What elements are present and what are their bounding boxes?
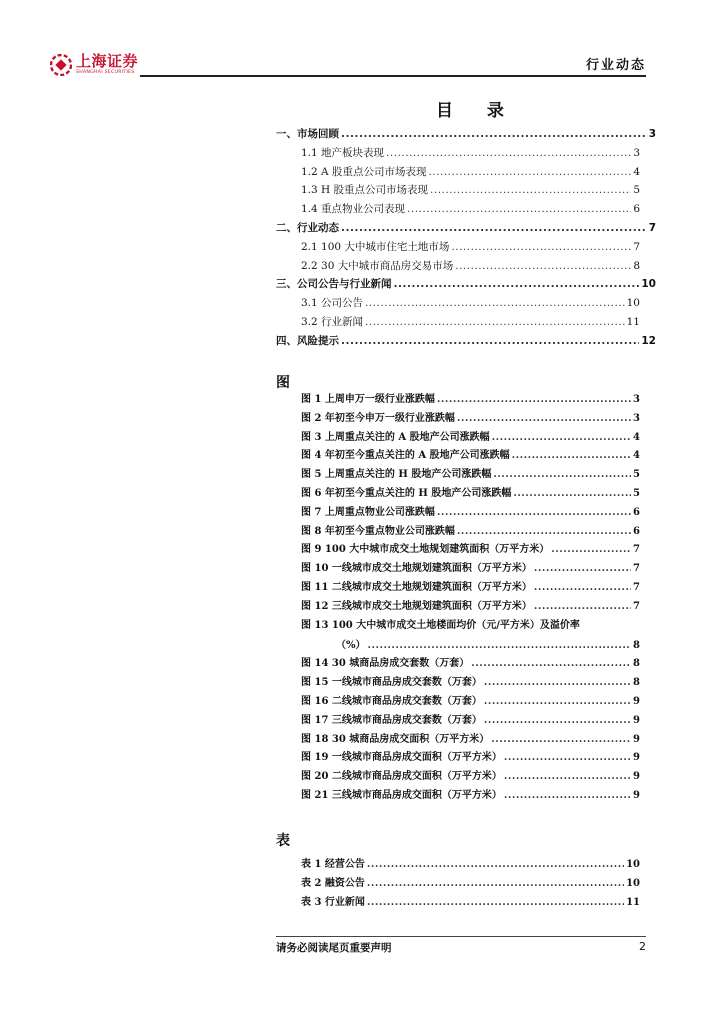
figure-entry[interactable]: 图 7 上周重点物业公司涨跌幅 ..... 6 bbox=[276, 503, 656, 522]
figure-entry[interactable]: 图 6 年初至今重点关注的 H 股地产公司涨跌幅 ..... 5 bbox=[276, 484, 656, 503]
figure-entry-continued[interactable]: （%） ..... 8 bbox=[276, 636, 656, 655]
figure-entry[interactable]: 图 2 年初至今申万一级行业涨跌幅 ..... 3 bbox=[276, 409, 656, 428]
toc-entry[interactable]: 三、公司公告与行业新闻 ..... 10 bbox=[276, 276, 656, 295]
figure-entry[interactable]: 图 14 30 城商品房成交套数（万套） ..... 8 bbox=[276, 654, 656, 673]
figure-entry[interactable]: 图 18 30 城商品房成交面积（万平方米） ..... 9 bbox=[276, 730, 656, 749]
figure-entry[interactable]: 图 4 年初至今重点关注的 A 股地产公司涨跌幅 ..... 4 bbox=[276, 446, 656, 465]
table-entry[interactable]: 表 3 行业新闻 ..... 11 bbox=[276, 893, 656, 912]
figures-heading: 图 bbox=[276, 375, 290, 391]
logo-chinese-name: 上海证券 bbox=[76, 52, 139, 71]
logo-mark-icon bbox=[50, 54, 72, 76]
figure-entry[interactable]: 图 19 一线城市商品房成交面积（万平方米） ..... 9 bbox=[276, 748, 656, 767]
figure-entry[interactable]: 图 9 100 大中城市成交土地规划建筑面积（万平方米） ..... 7 bbox=[276, 540, 656, 559]
figure-entry[interactable]: 图 13 100 大中城市成交土地楼面均价（元/平方米）及溢价率 bbox=[301, 619, 580, 631]
figure-entry[interactable]: 图 5 上周重点关注的 H 股地产公司涨跌幅 ..... 5 bbox=[276, 465, 656, 484]
tables-heading: 表 bbox=[276, 833, 290, 849]
figure-entry[interactable]: 图 1 上周申万一级行业涨跌幅 ..... 3 bbox=[276, 390, 656, 409]
table-entry[interactable]: 表 2 融资公告 ..... 10 bbox=[276, 874, 656, 893]
toc-entry[interactable]: 3.1 公司公告 ..... 10 bbox=[276, 295, 656, 314]
toc-entry[interactable]: 2.2 30 大中城市商品房交易市场 ..... 8 bbox=[276, 258, 656, 277]
figure-entry[interactable]: 图 10 一线城市成交土地规划建筑面积（万平方米） ..... 7 bbox=[276, 559, 656, 578]
header-divider bbox=[140, 75, 646, 77]
figure-entry[interactable]: 图 8 年初至今重点物业公司涨跌幅 ..... 6 bbox=[276, 522, 656, 541]
figure-entry[interactable]: 图 17 三线城市商品房成交套数（万套） ..... 9 bbox=[276, 711, 656, 730]
company-logo bbox=[50, 54, 138, 76]
figure-entry[interactable]: 图 15 一线城市商品房成交套数（万套） ..... 8 bbox=[276, 673, 656, 692]
toc-entry[interactable]: 二、行业动态 ..... 7 bbox=[276, 220, 656, 239]
footer-divider bbox=[276, 936, 646, 937]
figures-list bbox=[276, 390, 656, 805]
contents-list bbox=[276, 126, 656, 352]
toc-entry[interactable]: 3.2 行业新闻 ..... 11 bbox=[276, 314, 656, 333]
report-category: 行业动态 bbox=[585, 58, 646, 73]
footer-disclaimer: 请务必阅读尾页重要声明 bbox=[276, 942, 392, 954]
tables-list bbox=[276, 855, 656, 911]
toc-title: 目 录 bbox=[436, 101, 518, 121]
logo-english-name: SHANGHAI SECURITIES bbox=[76, 70, 135, 76]
figure-entry[interactable]: 图 11 二线城市成交土地规划建筑面积（万平方米） ..... 7 bbox=[276, 578, 656, 597]
figure-entry[interactable]: 图 16 二线城市商品房成交套数（万套） ..... 9 bbox=[276, 692, 656, 711]
toc-entry[interactable]: 1.4 重点物业公司表现 ..... 6 bbox=[276, 201, 656, 220]
page-number: 2 bbox=[639, 940, 646, 953]
table-entry[interactable]: 表 1 经营公告 ..... 10 bbox=[276, 855, 656, 874]
toc-entry[interactable]: 一、市场回顾 ..... 3 bbox=[276, 126, 656, 145]
figure-entry[interactable]: 图 12 三线城市成交土地规划建筑面积（万平方米） ..... 7 bbox=[276, 597, 656, 616]
figure-entry[interactable]: 图 21 三线城市商品房成交面积（万平方米） ..... 9 bbox=[276, 786, 656, 805]
page-header bbox=[0, 0, 724, 80]
toc-entry[interactable]: 1.3 H 股重点公司市场表现 ..... 5 bbox=[276, 182, 656, 201]
toc-entry[interactable]: 1.1 地产板块表现 ..... 3 bbox=[276, 145, 656, 164]
toc-entry[interactable]: 四、风险提示 ..... 12 bbox=[276, 333, 656, 352]
toc-entry[interactable]: 1.2 A 股重点公司市场表现 ..... 4 bbox=[276, 164, 656, 183]
figure-entry[interactable]: 图 20 二线城市商品房成交面积（万平方米） ..... 9 bbox=[276, 767, 656, 786]
toc-entry[interactable]: 2.1 100 大中城市住宅土地市场 ..... 7 bbox=[276, 239, 656, 258]
figure-entry[interactable]: 图 3 上周重点关注的 A 股地产公司涨跌幅 ..... 4 bbox=[276, 428, 656, 447]
